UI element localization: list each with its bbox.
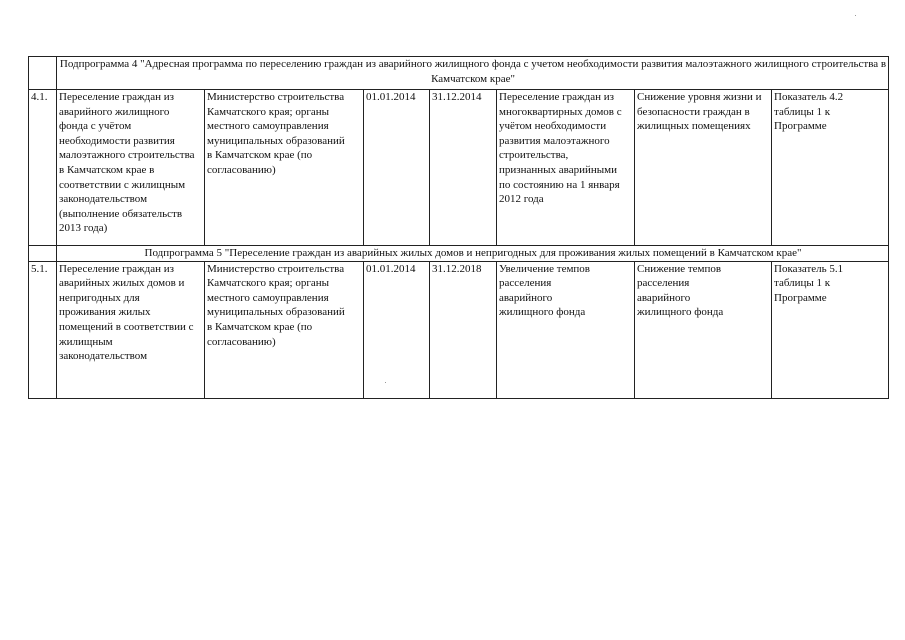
- non-implementation-consequences: Снижение темпов расселения аварийного жилищного фонда: [635, 261, 772, 398]
- empty-cell: [29, 246, 57, 262]
- non-implementation-consequences: Снижение уровня жизни и безопасности граждан в жилищных помещениях: [635, 90, 772, 246]
- subprogram-4-title: Подпрограмма 4 "Адресная программа по переселению граждан из аварийного жилищного фонда с учетом необходимости развития малоэтажного жилищного строительства в Камчатском крае": [57, 57, 889, 90]
- indicator-link: Показатель 5.1 таблицы 1 к Программе: [772, 261, 889, 398]
- start-date: 01.01.2014: [364, 261, 430, 398]
- measure-number: 5.1.: [29, 261, 57, 398]
- indicator-link: Показатель 4.2 таблицы 1 к Программе: [772, 90, 889, 246]
- end-date: 31.12.2014: [430, 90, 497, 246]
- start-date: 01.01.2014: [364, 90, 430, 246]
- program-measures-table: [28, 56, 889, 399]
- subprogram-4-header-row: [29, 57, 889, 90]
- end-date: 31.12.2018: [430, 261, 497, 398]
- measure-executor: Министерство строительства Камчатского края; органы местного самоуправления муниципальных образований в Камчатском крае (по согласованию): [205, 90, 364, 246]
- expected-result: Увеличение темпов расселения аварийного жилищного фонда: [497, 261, 635, 398]
- measure-name: Переселение граждан из аварийных жилых домов и непригодных для проживания жилых помещений в соответствии с жилищным законодательством: [57, 261, 205, 398]
- measure-name: Переселение граждан из аварийного жилищного фонда с учётом необходимости развития малоэтажного строительства в Камчатском крае в соответствии с жилищным законодательством (выполнение обязательств 2013 года): [57, 90, 205, 246]
- measure-executor: Министерство строительства Камчатского края; органы местного самоуправления муниципальных образований в Камчатском крае (по согласованию): [205, 261, 364, 398]
- measure-number: 4.1.: [29, 90, 57, 246]
- subprogram-5-header-row: [29, 246, 889, 262]
- subprogram-5-title: Подпрограмма 5 "Переселение граждан из аварийных жилых домов и непригодных для проживания жилых помещений в Камчатском крае": [57, 246, 889, 262]
- expected-result: Переселение граждан из многоквартирных домов с учётом необходимости развития малоэтажного строительства, признанных аварийными по состоянию на 1 января 2012 года: [497, 90, 635, 246]
- table-row: [29, 261, 889, 398]
- scan-speck: [855, 15, 856, 16]
- empty-cell: [29, 57, 57, 90]
- table-row: [29, 90, 889, 246]
